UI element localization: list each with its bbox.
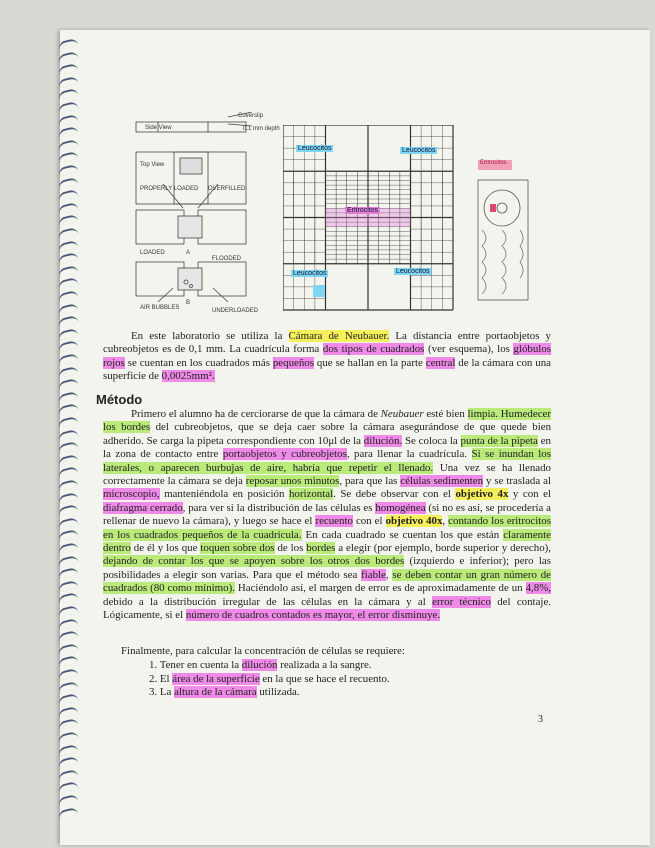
label-top-view: Top View (140, 162, 165, 168)
list-item (103, 659, 543, 673)
tag-eritrocitos-right: Eritrocitos (480, 160, 507, 166)
intro-text-2: La distancia entre portaobjetos y cubreobjetos es de 0,1 mm. La cuadrícula forma (103, 330, 551, 356)
hl-reposar: reposar unos minutos (245, 475, 340, 488)
spiral-coil (57, 466, 78, 479)
hl-contando: contando los eritrocitos en los cuadrados pequeños de la cuadrícula. (103, 515, 551, 541)
spiral-coil (57, 239, 78, 252)
spiral-coil (57, 579, 78, 592)
m-47: debido a la distribución irregular de las células en la cámara y al (103, 595, 433, 608)
spiral-coil (57, 390, 78, 403)
spiral-coil (57, 428, 78, 441)
tag-eritrocitos-center: Eritrocitos (347, 207, 379, 214)
m-02: Neubauer (380, 408, 424, 420)
m-49: del contaje. Lógicamente, si el (103, 595, 551, 622)
intro-text-5: que se hallan en la parte (314, 356, 426, 369)
m-09: en la zona de contacto entre (103, 434, 551, 461)
hl-toquen: toquen sobre dos (200, 542, 275, 555)
hl-objetivo-4x: objetivo 4x (455, 488, 509, 501)
label-overfilled: OVERFILLED (208, 186, 246, 192)
hl-pequenos: pequeños (272, 356, 314, 369)
hl-claramente: claramente dentro (103, 528, 551, 555)
m-13: Una vez se ha llenado correctamente la cámara se deja (103, 461, 551, 488)
spiral-coil (57, 705, 78, 718)
m-41: (izquierdo e inferior); pero las posibilidades a elegir son varias. Para que el método sea (103, 555, 551, 581)
spiral-coil (57, 567, 78, 580)
m-31: , (442, 515, 449, 528)
final-requirements (103, 645, 543, 700)
m-15: , para que las (339, 475, 401, 488)
spiral-coil (57, 113, 78, 126)
spiral-coil (57, 693, 78, 706)
spiral-coil (57, 50, 78, 63)
hl-fiable: fiable (361, 568, 386, 581)
spiral-coil (57, 605, 78, 618)
counting-grid (283, 125, 468, 317)
m-07: Se coloca la (402, 434, 461, 447)
spiral-coil (57, 453, 78, 466)
m-21: . Se debe observar con el (333, 488, 456, 501)
intro-paragraph (103, 330, 551, 384)
tag-leucocitos-bottom-right: Leucocitos (396, 268, 430, 275)
spiral-coil (57, 101, 78, 114)
spiral-coil (57, 642, 78, 655)
spiral-coil (57, 781, 78, 794)
spiral-coil (57, 264, 78, 277)
spiral-coil (57, 290, 78, 303)
hl-microscopio: microscopio, (103, 488, 160, 501)
spiral-coil (57, 214, 78, 227)
m-25: , para ver si la distribución de las células es (182, 501, 376, 514)
label-coverslip: Coverslip (238, 113, 264, 119)
spiral-coil (57, 277, 78, 290)
spiral-coil (57, 38, 78, 51)
m-43: , (385, 568, 393, 581)
hl-sedimenten: células sedimenten (400, 475, 484, 488)
item-1-rest: realizada a la sangre. (277, 658, 372, 671)
spiral-coil (57, 542, 78, 555)
m-01: Primero el alumno ha de cerciorarse de que la cámara de (131, 408, 381, 420)
spiral-coil (57, 630, 78, 643)
spiral-coil (57, 554, 78, 567)
list-item (103, 686, 543, 700)
spiral-coil (57, 529, 78, 542)
spiral-coil (57, 63, 78, 76)
item-2-text: 2. El (149, 672, 173, 685)
hl-horizontal: horizontal (288, 488, 334, 501)
spiral-coil (57, 138, 78, 151)
tag-leucocitos-bottom-left: Leucocitos (293, 270, 327, 277)
spiral-coil (57, 315, 78, 328)
spiral-coil (57, 327, 78, 340)
spiral-coil (57, 201, 78, 214)
item-2-rest: en la que se hace el recuento. (259, 672, 390, 685)
spiral-coil (57, 378, 78, 391)
spiral-coil (57, 743, 78, 756)
hl-dilucion: dilución. (363, 434, 403, 447)
item-3-rest: utilizada. (256, 686, 300, 699)
spiral-coil (57, 718, 78, 731)
intro-text-4: se cuentan en los cuadrados más (124, 356, 273, 369)
hl-gran-numero: se deben contar un gran número de cuadrados (80 como mínimo). (103, 568, 551, 595)
spiral-coil (57, 416, 78, 429)
m-35: de él y los que (130, 542, 201, 555)
hl-bordes: bordes (306, 542, 336, 555)
spiral-coil (57, 680, 78, 693)
m-33: En cada cuadrado se cuentan los que están (301, 528, 504, 541)
label-air-bubbles: AIR BUBBLES (140, 305, 180, 311)
spiral-coil (57, 227, 78, 240)
spiral-coil (57, 340, 78, 353)
m-23: y con el (508, 488, 551, 501)
spiral-coil (57, 516, 78, 529)
hl-limpia: limpia. Humedecer los bordes (103, 408, 551, 434)
spiral-coil (57, 491, 78, 504)
metodo-paragraph (103, 408, 551, 623)
label-properly-loaded: PROPERLY LOADED (140, 186, 199, 192)
m-03: esté bien (423, 408, 468, 420)
hl-recuento: recuento (315, 515, 353, 528)
chamber-schematic (128, 112, 280, 322)
list-item (103, 673, 543, 687)
intro-text-3: (ver esquema), los (424, 343, 514, 356)
final-intro: Finalmente, para calcular la concentración de células se requiere: (121, 645, 405, 657)
intro-text-6: de la cámara con una superficie de (103, 356, 551, 383)
spiral-coil (57, 441, 78, 454)
hl-error-tecnico: error técnico (432, 595, 491, 608)
item-3-text: 3. La (149, 686, 175, 699)
chamber-detail-diagram (472, 160, 534, 312)
m-37: de los (274, 542, 307, 555)
label-loaded: LOADED (140, 250, 165, 256)
m-45: Haciéndolo así, el margen de error es de aproximadamente de un (234, 582, 526, 595)
spiral-coil (57, 806, 78, 819)
hl-homogenea: homogénea (375, 501, 426, 514)
hl-numero-cuadros: número de cuadros contados es mayor, el error disminuye. (185, 609, 441, 622)
m-29: con el (352, 515, 386, 528)
hl-inundan: Si se inundan los laterales, o aparecen burbujas de aire, habría que repetir el llenado. (103, 448, 551, 474)
hl-porcentaje: 4,8%, (525, 582, 551, 595)
hl-superficie: 0,0025mm². (161, 370, 215, 383)
hl-camara-neubauer: Cámara de Neubauer. (288, 330, 390, 342)
spiral-coil (57, 731, 78, 744)
hl-item-altura: altura de la cámara (174, 686, 257, 699)
hl-item-area: área de la superficie (172, 672, 260, 685)
hl-objetivo-40x: objetivo 40x (385, 515, 443, 528)
spiral-coil (57, 88, 78, 101)
m-27: (si no es así, se procedería a rellenar de nuevo la cámara), y luego se hace el (103, 501, 551, 528)
m-05: del cubreobjetos, que se deja caer sobre la cámara asegurándose de que quede bien adherido. Se carga la pipeta correspondiente con 10μl de la (103, 421, 552, 447)
label-underloaded: UNDERLOADED (212, 308, 259, 314)
hl-dejando: dejando de contar los que se apoyen sobre los otros dos bordes (103, 555, 405, 568)
tag-leucocitos-top-right: Leucocitos (402, 147, 436, 154)
hl-central: central (425, 356, 456, 369)
spiral-coil (57, 151, 78, 164)
spiral-coil (57, 592, 78, 605)
hl-porta-cubre: portaobjetos y cubreobjetos (222, 448, 347, 461)
spiral-coil (57, 75, 78, 88)
spiral-coil (57, 164, 78, 177)
spiral-binding (58, 40, 80, 830)
spiral-coil (57, 768, 78, 781)
hl-item-dilucion: dilución (241, 658, 278, 671)
spiral-coil (57, 365, 78, 378)
label-letter-b: B (186, 300, 191, 306)
spiral-coil (57, 756, 78, 769)
page-number: 3 (538, 714, 543, 725)
m-11: , para llenar la cuadrícula. (346, 448, 472, 461)
spiral-coil (57, 189, 78, 202)
section-heading-metodo: Método (96, 392, 143, 407)
spiral-coil (57, 353, 78, 366)
intro-text-1: En este laboratorio se utiliza la (131, 330, 289, 342)
spiral-coil (57, 176, 78, 189)
spiral-coil (57, 655, 78, 668)
label-side-view: Side View (145, 125, 172, 131)
m-19: manteniéndola en posición (159, 488, 289, 501)
spiral-coil (57, 668, 78, 681)
tag-leucocitos-top-left: Leucocitos (298, 145, 332, 152)
spiral-coil (57, 479, 78, 492)
leucocitos-square (313, 285, 325, 297)
label-letter-a: A (186, 250, 191, 256)
label-depth: 0.1 mm depth (243, 126, 280, 132)
hl-punta-pipeta: punta de la pipeta (460, 434, 538, 447)
label-flooded: FLOODED (212, 256, 242, 262)
spiral-coil (57, 504, 78, 517)
hl-globulos-rojos: glóbulos rojos (103, 343, 552, 369)
item-1-text: 1. Tener en cuenta la (149, 658, 242, 671)
spiral-coil (57, 403, 78, 416)
spiral-coil (57, 126, 78, 139)
spiral-coil (57, 302, 78, 315)
spiral-coil (57, 252, 78, 265)
spiral-coil (57, 794, 78, 807)
m-17: y se traslada al (483, 475, 551, 488)
m-39: a elegir (por ejemplo, borde superior y derecho), (335, 542, 551, 555)
spiral-coil (57, 617, 78, 630)
hl-dos-tipos: dos tipos de cuadrados (322, 343, 425, 356)
hl-diafragma: diafragma cerrado (103, 501, 183, 514)
